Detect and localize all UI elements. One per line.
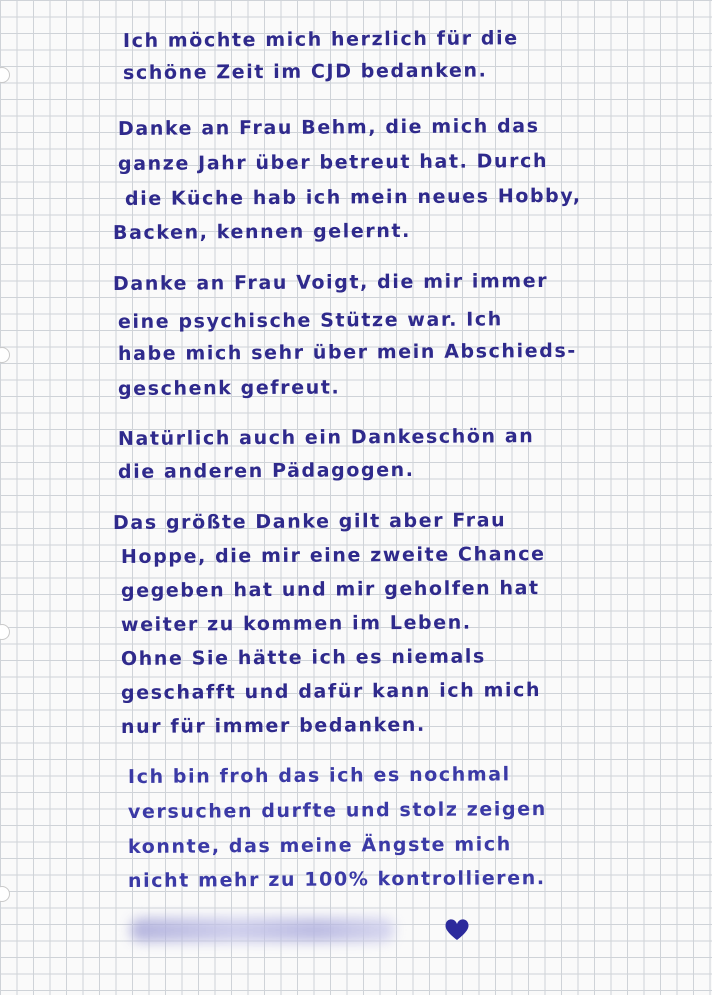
letter-line-1: Ich möchte mich herzlich für die	[122, 27, 519, 52]
punch-hole	[0, 886, 10, 902]
letter-line-6: Backen, kennen gelernt.	[112, 219, 411, 244]
letter-line-7: Danke an Frau Voigt, die mir immer	[112, 269, 549, 295]
letter-line-19: nur für immer bedanken.	[120, 713, 426, 738]
letter-line-23: nicht mehr zu 100% kontrollieren.	[127, 867, 546, 892]
letter-line-17: Ohne Sie hätte ich es niemals	[120, 645, 486, 670]
letter-line-15: gegeben hat und mir geholfen hat	[120, 577, 540, 602]
letter-line-9: habe mich sehr über mein Abschieds-	[117, 339, 577, 365]
letter-line-5: die Küche hab ich mein neues Hobby,	[124, 184, 582, 210]
letter-line-12: die anderen Pädagogen.	[117, 458, 415, 483]
letter-line-22: konnte, das meine Ängste mich	[127, 833, 512, 858]
blurred-signature	[130, 918, 395, 942]
letter-line-8: eine psychische Stütze war. Ich	[117, 308, 503, 333]
letter-line-14: Hoppe, die mir eine zweite Chance	[120, 543, 546, 568]
punch-hole	[0, 347, 10, 363]
letter-line-11: Natürlich auch ein Dankeschön an	[117, 425, 535, 450]
letter-line-4: ganze Jahr über betreut hat. Durch	[117, 149, 549, 175]
letter-line-3: Danke an Frau Behm, die mich das	[117, 115, 540, 140]
letter-line-10: geschenk gefreut.	[117, 376, 341, 400]
heart-icon	[444, 918, 470, 942]
letter-line-20: Ich bin froh das ich es nochmal	[127, 763, 511, 788]
letter-line-2: schöne Zeit im CJD bedanken.	[122, 59, 488, 84]
letter-line-16: weiter zu kommen im Leben.	[120, 611, 472, 636]
letter-line-21: versuchen durfte und stolz zeigen	[127, 798, 547, 823]
letter-line-18: geschafft und dafür kann ich mich	[120, 679, 542, 704]
punch-hole	[0, 67, 10, 83]
punch-hole	[0, 624, 10, 640]
letter-line-13: Das größte Danke gilt aber Frau	[112, 509, 507, 534]
